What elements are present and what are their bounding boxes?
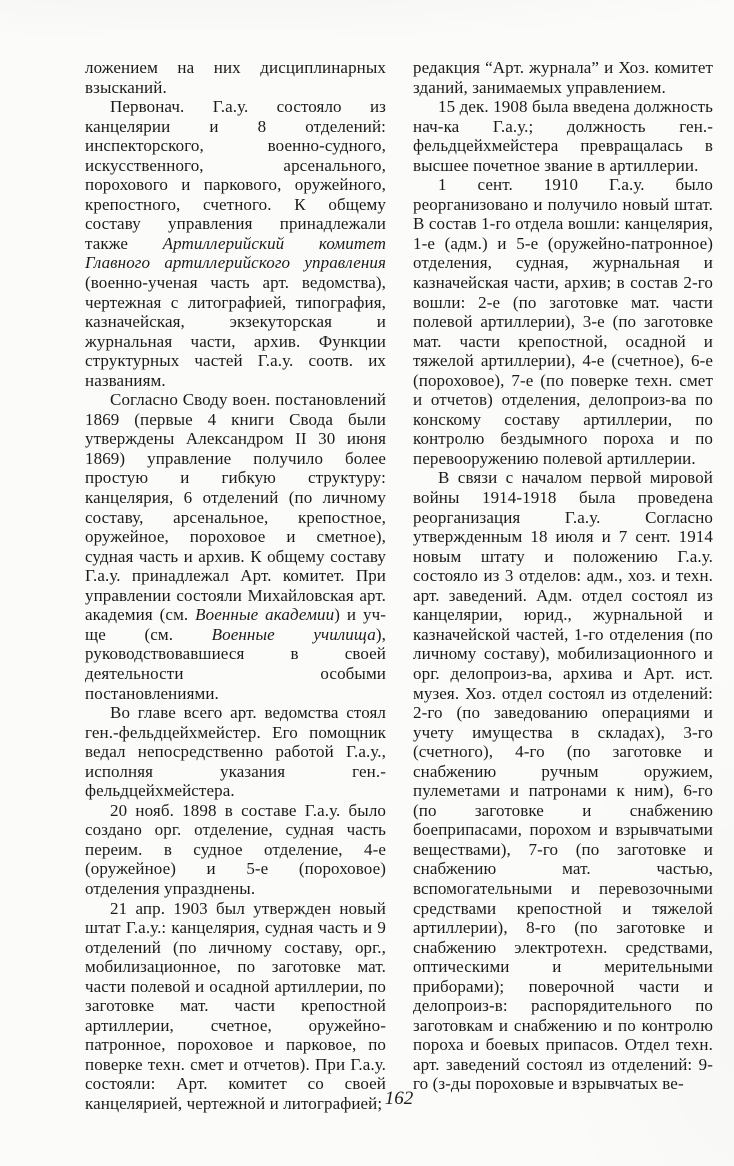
paragraph bbox=[85, 97, 386, 390]
text-segment: ) и уч-ще (см. bbox=[85, 605, 386, 644]
page-number: 162 bbox=[384, 1088, 414, 1109]
paragraph bbox=[85, 899, 386, 1114]
right-text-column bbox=[413, 58, 713, 1094]
text-segment: 21 апр. 1903 был утвержден новый штат Г.а.у.: канцелярия, судная часть и 9 отделений (по личному составу, орг., мобилизационное, по заготовке мат. части полевой и осадной артиллерии, по заготовке мат. части крепостной артиллерии, счетное, оружейно-патронное, пороховое и парковое, по поверке техн. смет и отчетов). При Г.а.у. состояли: Арт. комитет со своей канцелярией, чертежной и литографией; bbox=[85, 898, 386, 1113]
text-segment: ), руководствовавшиеся в своей деятельности особыми постановлениями. bbox=[85, 624, 386, 703]
paragraph bbox=[413, 58, 713, 97]
paragraph bbox=[413, 175, 713, 468]
text-segment: редакция “Арт. журнала” и Хоз. комитет зданий, занимаемых управлением. bbox=[413, 58, 713, 97]
text-segment: 1 сент. 1910 Г.а.у. было реорганизовано и получило новый штат. В состав 1-го отдела вошли: канцелярия, 1-е (адм.) и 5-е (оружейно-патронное) отделения, судная, журнальная и казначейская части, архив; в состав 2-го вошли: 2-е (по заготовке мат. части полевой артиллерии), 3-е (по заготовке мат. части крепостной, осадной и тяжелой артиллерии), 4-е (счетное), 6-е (пороховое), 7-е (по поверке техн. смет и отчетов) отделения, делопроиз-ва по конскому составу артиллерии, по контролю бездымного пороха и по перевооружению полевой артиллерии. bbox=[413, 175, 713, 468]
left-text-column bbox=[85, 58, 386, 1114]
paragraph bbox=[413, 97, 713, 175]
text-segment: Согласно Своду воен. постановлений 1869 (первые 4 книги Свода были утверждены Александром II 30 июня 1869) управление получило более простую и гибкую структуру: канцелярия, 6 отделений (по личному составу, арсенальное, крепостное, оружейное, пороховое и сметное), судная часть и архив. К общему составу Г.а.у. принадлежал Арт. комитет. При управлении состояли Михайловская арт. академия (см. bbox=[85, 390, 386, 625]
text-segment: Во главе всего арт. ведомства стоял ген.-фельдцейхмейстер. Его помощник ведал непосредственно работой Г.а.у., исполняя указания ген.-фельдцейхмейстера. bbox=[85, 703, 386, 801]
text-segment: Первонач. Г.а.у. состояло из канцелярии и 8 отделений: инспекторского, военно-судного, искусственного, арсенального, порохового и паркового, оружейного, крепостного, счетного. К общему составу управления принадлежали также bbox=[85, 97, 386, 253]
text-segment: ложением на них дисциплинарных взысканий. bbox=[85, 58, 386, 97]
paragraph bbox=[85, 390, 386, 703]
paragraph bbox=[85, 703, 386, 801]
text-segment: 20 нояб. 1898 в составе Г.а.у. было создано орг. отделение, судная часть переим. в судное отделение, 4-е (оружейное) и 5-е (пороховое) отделения упразднены. bbox=[85, 800, 386, 898]
paragraph bbox=[413, 468, 713, 1094]
italic-text-segment: Военные училища bbox=[211, 624, 376, 644]
paragraph bbox=[85, 58, 386, 97]
italic-text-segment: Артиллерийский комитет Главного артиллерийского управления bbox=[85, 233, 387, 273]
text-segment: (военно-ученая часть арт. ведомства), чертежная с литографией, типография, казначейская, экзекуторская и журнальная части, архив. Функции структурных частей Г.а.у. соотв. их названиям. bbox=[85, 273, 386, 390]
text-segment: В связи с началом первой мировой войны 1914-1918 была проведена реорганизация Г.а.у. Согласно утвержденным 18 июля и 7 сент. 1914 новым штату и положению Г.а.у. состояло из 3 отделов: адм., хоз. и техн. арт. заведений. Адм. отдел состоял из канцелярии, юрид., журнальной и казначейской частей, 1-го отделения (по личному составу), мобилизационного и орг. делопроиз-ва, архива и Арт. ист. музея. Хоз. отдел состоял из отделений: 2-го (по заведованию операциями и учету имущества в складах), 3-го (счетного), 4-го (по заготовке и снабжению ручным оружием, пулеметами и патронами к ним), 6-го (по заготовке и снабжению боеприпасами, порохом и взрывчатыми веществами), 7-го (по заготовке и снабжению мат. частью, вспомогательными и перевозочными средствами крепостной и тяжелой артиллерии), 8-го (по заготовке и снабжению электротехн. средствами, оптическими и мерительными приборами); поверочной части и делопроиз-в: распорядительного по заготовкам и снабжению и по контролю пороха и боевых припасов. Отдел техн. арт. заведений состоял из отделений: 9-го (з-ды пороховые и взрывчатых ве- bbox=[413, 468, 713, 1094]
text-segment: 15 дек. 1908 была введена должность нач-ка Г.а.у.; должность ген.-фельдцейхмейстера превращалась в высшее почетное звание в артиллерии. bbox=[413, 97, 713, 175]
italic-text-segment: Военные академии bbox=[195, 605, 335, 625]
paragraph bbox=[85, 801, 386, 899]
